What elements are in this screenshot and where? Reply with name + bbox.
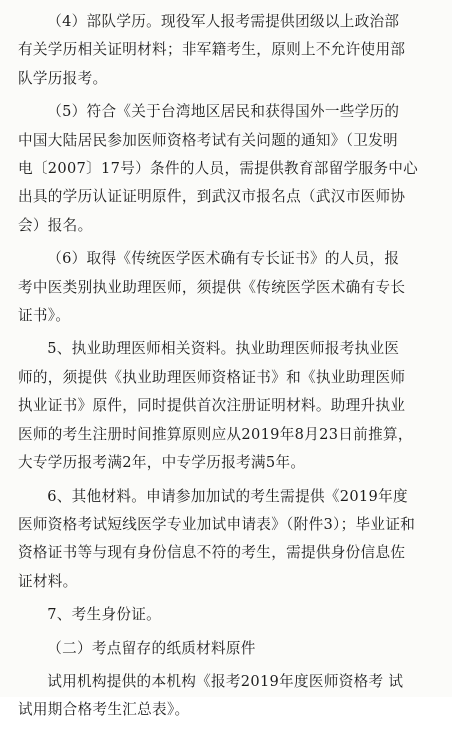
- text-line: 会）报名。: [18, 216, 93, 234]
- paragraph-other-materials: [18, 483, 438, 597]
- text-line: 大专学历报考满2年，中专学历报考满5年。: [18, 454, 306, 472]
- text-line: 资格证书等与现有身份信息不符的考生，需提供身份信息佐: [18, 544, 406, 562]
- text-line: 出具的学历认证证明原件，到武汉市报名点（武汉市医师协: [18, 188, 406, 206]
- text-line: （6）取得《传统医学医术确有专长证书》的人员，报: [47, 250, 400, 268]
- paragraph-assistant-physician-materials: [18, 335, 438, 477]
- text-line: 考中医类别执业助理医师，须提供《传统医学医术确有专长: [18, 278, 406, 296]
- text-line: 电〔2007〕17号）条件的人员，需提供教育部留学服务中心: [18, 160, 419, 178]
- subheading-retained-originals: （二）考点留存的纸质材料原件: [47, 639, 256, 657]
- text-line: （4）部队学历。现役军人报考需提供团级以上政治部: [47, 13, 400, 30]
- text-line: 5、执业助理医师相关资料。执业助理医师报考执业医: [47, 340, 400, 358]
- text-line: 试用期合格考生汇总表》。: [18, 701, 190, 719]
- text-line: 试用机构提供的本机构《报考2019年度医师资格考 试: [47, 672, 404, 690]
- text-line: 师的，须提供《执业助理医师资格证书》和《执业助理医师: [18, 368, 406, 386]
- text-line: （5）符合《关于台湾地区居民和获得国外一些学历的: [47, 103, 400, 121]
- text-line: 医师的考生注册时间推算原则应从2019年8月23日前推算，: [18, 425, 413, 443]
- text-line: 医师资格考试短线医学专业加试申请表》（附件3）；毕业证和: [18, 515, 416, 533]
- text-line: 中国大陆居民参加医师资格考试有关问题的通知》（卫发明: [18, 131, 398, 149]
- paragraph-military-education: [18, 8, 438, 93]
- text-line: 6、其他材料。申请参加加试的考生需提供《2019年度: [47, 487, 408, 505]
- text-line: 证材料。: [18, 572, 78, 590]
- paragraph-trial-summary: [18, 668, 438, 725]
- text-line: 执业证书》原件，同时提供首次注册证明材料。助理升执业: [18, 397, 406, 415]
- document-body: [18, 8, 438, 730]
- text-line: 7、考生身份证。: [47, 606, 162, 624]
- text-line: 有关学历相关证明材料；非军籍考生，原则上不允许使用部: [18, 41, 406, 59]
- text-line: 证书》。: [18, 307, 71, 325]
- paragraph-id-card: [18, 601, 438, 629]
- text-line: 队学历报考。: [18, 69, 108, 87]
- paragraph-taiwan-foreign-degree: [18, 98, 438, 240]
- paragraph-traditional-medicine-certificate: [18, 245, 438, 330]
